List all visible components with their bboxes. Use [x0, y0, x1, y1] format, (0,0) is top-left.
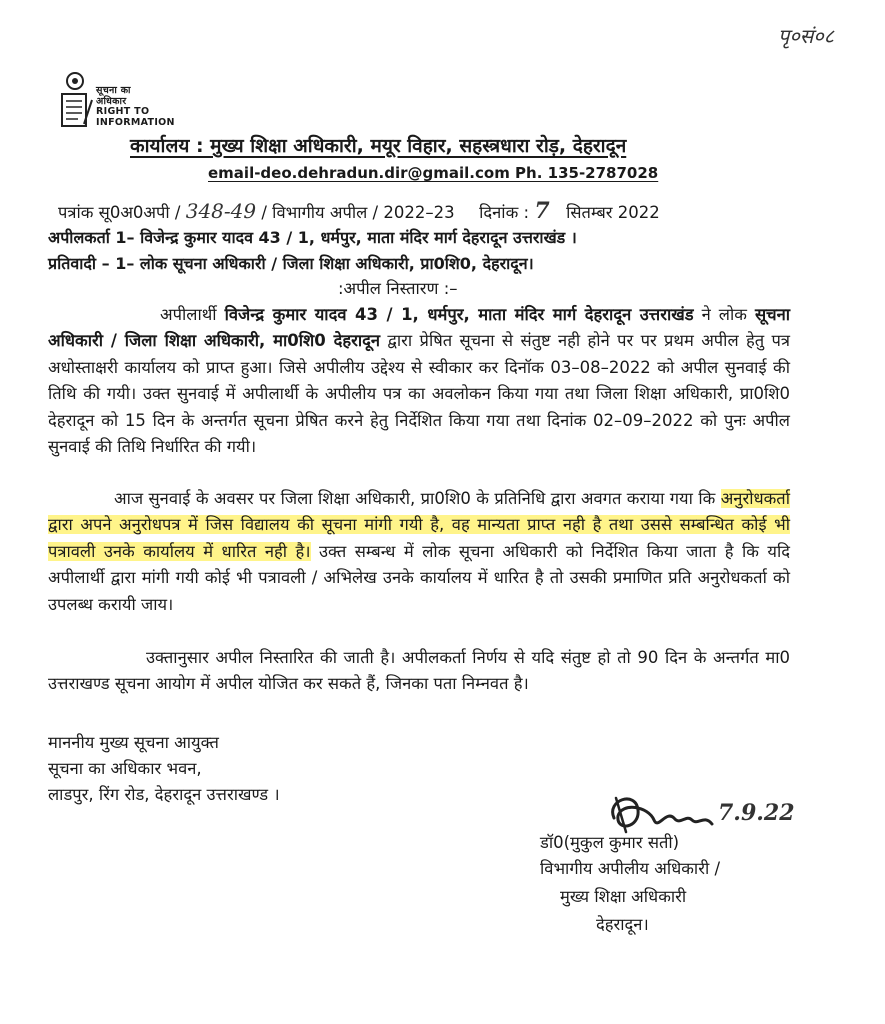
- signatory-name: डॉ0(मुकुल कुमार सती): [540, 833, 680, 852]
- p1-rest: द्वारा प्रेषित सूचना से संतुष्ट नही होने पर पर प्रथम अपील हेतु पत्र अधोस्ताक्षरी कार्यालय को प्राप्त हुआ। जिसे अपीलीय उद्देश्य से स्वीकार कर दिनॉक 03–08–2022 को अपील सुनवाई की तिथि की गयी। उक्त सुनवाई में अपीलार्थी के अपीलीय पत्र का अवलोकन किया गया तथा जिला शिक्षा अधिकारी, प्रा0शि0 देहरादून को 15 दिन के अन्तर्गत सूचना प्रेषित करने हेतु निर्देशित किया गया तथा दिनांक 02–09–2022 को पुनः अपील सुनवाई की तिथि निर्धारित की गयी।: [48, 331, 790, 457]
- paragraph-2: [48, 486, 790, 618]
- logo-line-4: INFORMATION: [96, 116, 175, 128]
- address-line-2: सूचना का अधिकार भवन,: [48, 759, 202, 778]
- p1-mid: ने लोक: [693, 305, 755, 324]
- paragraph-3: उक्तानुसार अपील निस्तारित की जाती है। अपीलकर्ता निर्णय से यदि संतुष्ट हो तो 90 दिन के अन्तर्गत मा0 उत्तराखण्ड सूचना आयोग में अपील योजित कर सकते हैं, जिनका पता निम्नवत है।: [48, 648, 790, 694]
- signatory-place: देहरादून।: [596, 915, 649, 934]
- reference-prefix: पत्रांक सू0अ0अपी /: [58, 203, 181, 222]
- section-heading: :अपील निस्तारण :–: [338, 279, 458, 298]
- office-title: कार्यालय : मुख्य शिक्षा अधिकारी, मयूर विहार, सहस्त्रधारा रोड़, देहरादून: [130, 135, 627, 157]
- respondent-line: प्रतिवादी – 1– लोक सूचना अधिकारी / जिला शिक्षा अधिकारी, प्रा0शि0, देहरादून।: [48, 254, 534, 273]
- address-line-3: लाडपुर, रिंग रोड, देहरादून उत्तराखण्ड ।: [48, 785, 280, 804]
- logo-line-3: RIGHT TO: [96, 106, 150, 117]
- appellant-line: अपीलकर्ता 1– विजेन्द्र कुमार यादव 43 / 1, धर्मपुर, माता मंदिर मार्ग देहरादून उत्तराखंड ।: [48, 228, 577, 247]
- page-number: पृ०सं०८: [778, 24, 835, 48]
- date-day: 7: [534, 198, 550, 224]
- signatory-designation-2: मुख्य शिक्षा अधिकारी: [560, 887, 687, 906]
- p2-highlight: अनुरोधकर्ता द्वारा अपने अनुरोधपत्र में जिस विद्यालय की सूचना मांगी गयी है, वह मान्यता प्राप्त नही है तथा उससे सम्बन्धित कोई भी पत्रावली उनके कार्यालय में धारित नही है।: [48, 489, 790, 561]
- reference-line: [58, 198, 660, 226]
- reference-number: 348-49: [185, 199, 257, 223]
- rti-logo-icon: [60, 70, 94, 132]
- logo-line-1: सूचना का: [96, 85, 131, 96]
- reference-suffix: / विभागीय अपील / 2022–23: [261, 203, 455, 222]
- rti-logo: [60, 70, 210, 135]
- paragraph-1: [48, 302, 790, 460]
- p1-start: अपीलार्थी: [160, 305, 225, 324]
- signature-date: 7.9.22: [718, 800, 795, 826]
- p2-rest: उक्त सम्बन्ध में लोक सूचना अधिकारी को निर्देशित किया जाता है कि यदि अपीलार्थी द्वारा मांगी गयी कोई भी पत्रावली / अभिलेख उनके कार्यालय में धारित है तो उसकी प्रमाणित प्रति अनुरोधकर्ता को उपलब्ध करायी जाय।: [48, 541, 790, 614]
- date-label: दिनांक :: [479, 203, 530, 222]
- date-rest: सितम्बर 2022: [566, 203, 660, 222]
- signatory-designation-1: विभागीय अपीलीय अधिकारी /: [540, 859, 721, 878]
- logo-line-2: अधिकार: [96, 95, 127, 107]
- p1-office: सूचना अधिकारी / जिला शिक्षा अधिकारी, मा0शि0 देहरादून: [48, 305, 790, 351]
- address-line-1: माननीय मुख्य सूचना आयुक्त: [48, 733, 219, 752]
- p2-start: आज सुनवाई के अवसर पर जिला शिक्षा अधिकारी, प्रा0शि0 के प्रतिनिधि द्वारा अवगत कराया गया कि: [114, 489, 721, 508]
- p1-appellant-name: विजेन्द्र कुमार यादव 43 / 1, धर्मपुर, माता मंदिर मार्ग देहरादून उत्तराखंड: [224, 305, 694, 324]
- office-contact: email-deo.dehradun.dir@gmail.com Ph. 135-2787028: [208, 164, 659, 182]
